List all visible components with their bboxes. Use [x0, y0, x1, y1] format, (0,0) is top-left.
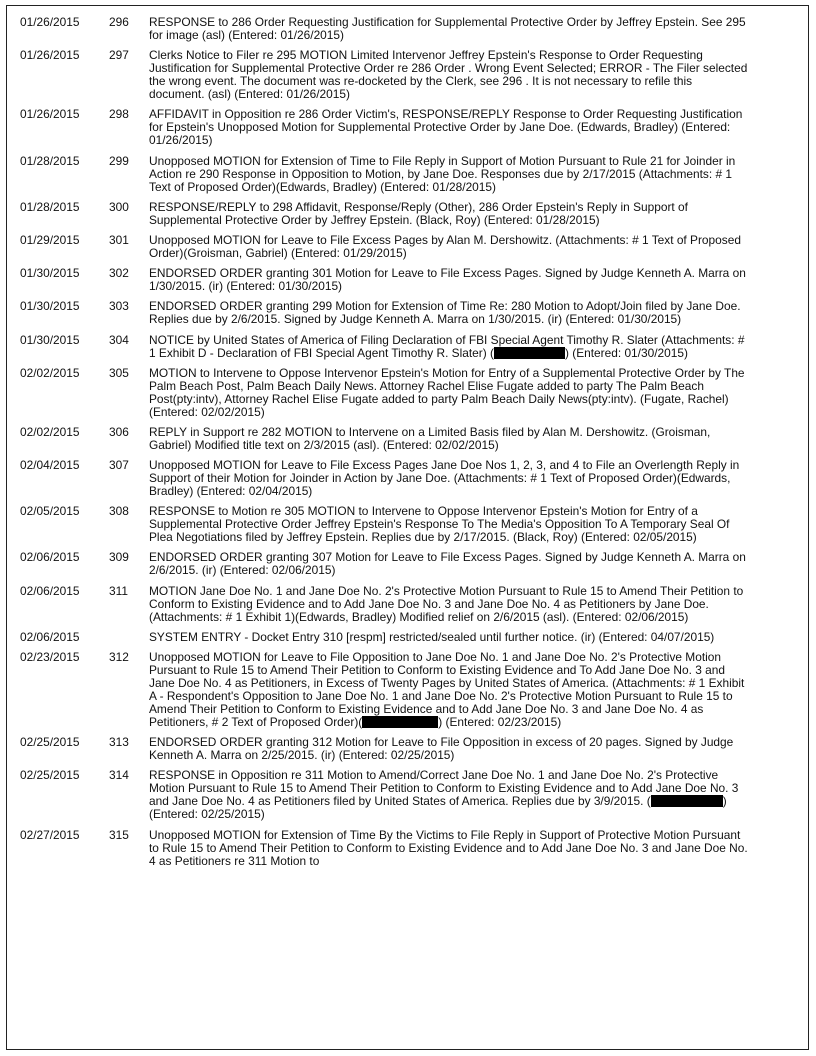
entry-description: [149, 769, 749, 821]
entry-description: [149, 155, 749, 194]
entry-text: RESPONSE in Opposition re 311 Motion to Amend/Correct Jane Doe No. 1 and Jane Doe No. 2's Protective Motion Pursuant to Rule 15 to Amend Their Petition to Conform to Existing Evidence and to Add Jane Doe No. 3 and Jane Doe No. 4 as Petitioners filed by United States of America. Replies due by 3/9/2015. (: [149, 768, 739, 809]
entry-text: SYSTEM ENTRY - Docket Entry 310 [respm] restricted/sealed until further notice. (ir) (Entered: 04/07/2015): [149, 629, 715, 644]
entry-number: 303: [109, 299, 129, 314]
entry-text: Unopposed MOTION for Leave to File Opposition to Jane Doe No. 1 and Jane Doe No. 2's Protective Motion Pursuant to Rule 15 to Amend Their Petition to Conform to Existing Evidence and To Add Jane Doe No. 3 and Jane Doe No. 4 as Petitioners, in Excess of Twenty Pages by United States of America. (Attachments: # 1 Exhibit A - Respondent's Opposition to Jane Doe No. 1 and Jane Doe No. 2's Protective Motion Pursuant to Rule 15 to Amend Their Petition to Conform to Existing Evidence and to Add Jane Doe No. 3 and Jane Doe No. 4 as Petitioners, # 2 Text of Proposed Order)(: [149, 650, 745, 729]
entry-text: AFFIDAVIT in Opposition re 286 Order Victim's, RESPONSE/REPLY Response to Order Requesting Justification for Epstein's Unopposed Motion for Supplemental Protective Order by Jane Doe. (Edwards, Bradley) (Entered: 01/26/2015): [149, 107, 743, 148]
entry-text: ) (Entered: 02/25/2015): [149, 794, 727, 822]
entry-description: [149, 16, 749, 42]
entry-date: 02/25/2015: [20, 735, 80, 750]
docket-entry-row: [20, 426, 800, 452]
entry-text: RESPONSE to Motion re 305 MOTION to Intervene to Oppose Intervenor Epstein's Motion for Entry of a Supplemental Protective Order Jeffrey Epstein's Response To The Media's Opposition To A Temporary Seal Of Plea Negotiations filed by Jeffrey Epstein. Replies due by 2/17/2015. (Black, Roy) (Entered: 02/05/2015): [149, 504, 730, 545]
docket-entry-row: [20, 769, 800, 821]
entry-date: 01/30/2015: [20, 299, 80, 314]
docket-entry-row: [20, 108, 800, 147]
entry-number: 304: [109, 332, 129, 347]
entry-text: RESPONSE/REPLY to 298 Affidavit, Response/Reply (Other), 286 Order Epstein's Reply in Support of Supplemental Protective Order by Jeffrey Epstein. (Black, Roy) (Entered: 01/28/2015): [149, 199, 688, 227]
entry-number: 312: [109, 650, 129, 664]
entry-number: 308: [109, 504, 129, 519]
docket-entry-row: [20, 367, 800, 419]
entry-date: 01/26/2015: [20, 107, 80, 122]
docket-table: [20, 16, 800, 875]
entry-number: 309: [109, 550, 129, 565]
docket-page-frame: [6, 5, 809, 1050]
docket-entry-row: [20, 551, 800, 577]
redaction-block: [523, 347, 565, 359]
entry-date: 02/06/2015: [20, 583, 80, 598]
entry-number: 307: [109, 458, 129, 473]
entry-number: 315: [109, 827, 129, 842]
entry-date: 02/05/2015: [20, 504, 80, 519]
redaction-block: [494, 347, 523, 359]
entry-description: [149, 234, 749, 260]
entry-date: 02/04/2015: [20, 458, 80, 473]
entry-number: 302: [109, 266, 129, 281]
entry-number: 300: [109, 199, 129, 214]
entry-text: ENDORSED ORDER granting 312 Motion for Leave to File Opposition in excess of 20 pages. Signed by Judge Kenneth A. Marra on 2/25/2015. (ir) (Entered: 02/25/2015): [149, 735, 734, 763]
entry-text: ) (Entered: 02/23/2015): [438, 715, 562, 729]
docket-entry-row: [20, 459, 800, 498]
entry-number: 314: [109, 768, 129, 783]
entry-text: Unopposed MOTION for Extension of Time to File Reply in Support of Motion Pursuant to Rule 21 for Joinder in Action re 290 Response in Opposition to Motion, by Jane Doe. Responses due by 2/17/2015 (Attachments: # 1 Text of Proposed Order)(Edwards, Bradley) (Entered: 01/28/2015): [149, 153, 736, 194]
docket-entry-row: [20, 201, 800, 227]
entry-date: 02/23/2015: [20, 650, 80, 664]
entry-date: 02/27/2015: [20, 827, 80, 842]
entry-text: MOTION to Intervene to Oppose Intervenor Epstein's Motion for Entry of a Supplemental Protective Order by The Palm Beach Post, Palm Beach Daily News. Attorney Rachel Elise Fugate added to party The Palm Beach Post(pty:intv), Attorney Rachel Elise Fugate added to party Palm Beach Daily News(pty:intv). (Fugate, Rachel) (Entered: 02/02/2015): [149, 365, 745, 419]
entry-number: 296: [109, 15, 129, 29]
entry-date: 01/30/2015: [20, 266, 80, 281]
entry-text: MOTION Jane Doe No. 1 and Jane Doe No. 2's Protective Motion Pursuant to Rule 15 to Amend Their Petition to Conform to Existing Evidence and to Add Jane Doe No. 3 and Jane Doe No. 4 as Petitioners by Jane Doe. (Attachments: # 1 Exhibit 1)(Edwards, Bradley) Modified relief on 2/6/2015 (asl). (Entered: 02/06/2015): [149, 583, 744, 624]
entry-text: ENDORSED ORDER granting 301 Motion for Leave to File Excess Pages. Signed by Judge Kenneth A. Marra on 1/30/2015. (ir) (Entered: 01/30/2015): [149, 266, 746, 294]
entry-date: 01/26/2015: [20, 15, 80, 29]
entry-description: [149, 651, 749, 729]
entry-number: 305: [109, 365, 129, 380]
entry-text: ENDORSED ORDER granting 299 Motion for Extension of Time Re: 280 Motion to Adopt/Join filed by Jane Doe. Replies due by 2/6/2015. Signed by Judge Kenneth A. Marra on 1/30/2015. (ir) (Entered: 01/30/2015): [149, 299, 741, 327]
docket-entry-row: [20, 651, 800, 729]
entry-date: 01/26/2015: [20, 48, 80, 63]
entry-date: 01/28/2015: [20, 153, 80, 168]
entry-date: 02/02/2015: [20, 365, 80, 380]
entry-description: [149, 585, 749, 624]
entry-number: 301: [109, 232, 129, 247]
docket-entry-row: [20, 49, 800, 101]
docket-entry-row: [20, 234, 800, 260]
entry-description: [149, 426, 749, 452]
entry-description: [149, 267, 749, 293]
entry-number: 297: [109, 48, 129, 63]
entry-text: ENDORSED ORDER granting 307 Motion for Leave to File Excess Pages. Signed by Judge Kenneth A. Marra on 2/6/2015. (ir) (Entered: 02/06/2015): [149, 550, 746, 578]
entry-description: [149, 631, 749, 644]
entry-description: [149, 551, 749, 577]
entry-number: 298: [109, 107, 129, 122]
entry-date: 02/06/2015: [20, 629, 80, 644]
docket-entry-row: [20, 16, 800, 42]
entry-text: ) (Entered: 01/30/2015): [564, 345, 688, 360]
entry-description: [149, 459, 749, 498]
docket-entry-row: [20, 155, 800, 194]
entry-description: [149, 829, 749, 868]
docket-entry-row: [20, 631, 800, 644]
redaction-block: [362, 716, 438, 728]
entry-number: 311: [109, 583, 128, 598]
entry-date: 02/02/2015: [20, 424, 80, 439]
entry-description: [149, 334, 749, 360]
entry-description: [149, 505, 749, 544]
entry-date: 02/06/2015: [20, 550, 80, 565]
entry-number: 299: [109, 153, 129, 168]
entry-description: [149, 736, 749, 762]
entry-text: Unopposed MOTION for Leave to File Excess Pages Jane Doe Nos 1, 2, 3, and 4 to File an Overlength Reply in Support of their Motion for Joinder in Action by Jane Doe. (Attachments: # 1 Text of Proposed Order)(Edwards, Bradley) (Entered: 02/04/2015): [149, 458, 740, 499]
entry-description: [149, 367, 749, 419]
docket-entry-row: [20, 829, 800, 868]
entry-date: 02/25/2015: [20, 768, 80, 783]
entry-description: [149, 300, 749, 326]
docket-entry-row: [20, 505, 800, 544]
entry-number: 313: [109, 735, 129, 750]
entry-text: NOTICE by United States of America of Filing Declaration of FBI Special Agent Timothy R. Slater (Attachments: # 1 Exhibit D - Declaration of FBI Special Agent Timothy R. Slater) (: [149, 332, 745, 360]
entry-text: Clerks Notice to Filer re 295 MOTION Limited Intervenor Jeffrey Epstein's Response to Order Requesting Justification for Supplemental Protective Order re 286 Order . Wrong Event Selected; ERROR - The Filer selected the wrong event. The document was re-docketed by the Clerk, see 296 . It is not necessary to refile this document. (asl) (Entered: 01/26/2015): [149, 48, 748, 102]
entry-text: REPLY in Support re 282 MOTION to Intervene on a Limited Basis filed by Alan M. Dershowitz. (Groisman, Gabriel) Modified title text on 2/3/2015 (asl). (Entered: 02/02/2015): [149, 424, 711, 452]
entry-description: [149, 201, 749, 227]
entry-description: [149, 49, 749, 101]
docket-entry-row: [20, 267, 800, 293]
entry-date: 01/29/2015: [20, 232, 80, 247]
entry-text: Unopposed MOTION for Extension of Time By the Victims to File Reply in Support of Protective Motion Pursuant to Rule 15 to Amend Their Petition to Conform to Existing Evidence and to Add Jane Doe No. 3 and Jane Doe No. 4 as Petitioners re 311 Motion to: [149, 827, 748, 868]
entry-text: RESPONSE to 286 Order Requesting Justification for Supplemental Protective Order by Jeffrey Epstein. See 295 for image (asl) (Entered: 01/26/2015): [149, 15, 746, 42]
entry-text: Unopposed MOTION for Leave to File Excess Pages by Alan M. Dershowitz. (Attachments: # 1 Text of Proposed Order)(Groisman, Gabriel) (Entered: 01/29/2015): [149, 232, 741, 260]
docket-entry-row: [20, 736, 800, 762]
docket-entry-row: [20, 300, 800, 326]
entry-date: 01/30/2015: [20, 332, 80, 347]
entry-description: [149, 108, 749, 147]
docket-entry-row: [20, 585, 800, 624]
docket-entry-row: [20, 334, 800, 360]
redaction-block: [651, 795, 723, 807]
entry-date: 01/28/2015: [20, 199, 80, 214]
entry-number: 306: [109, 424, 129, 439]
